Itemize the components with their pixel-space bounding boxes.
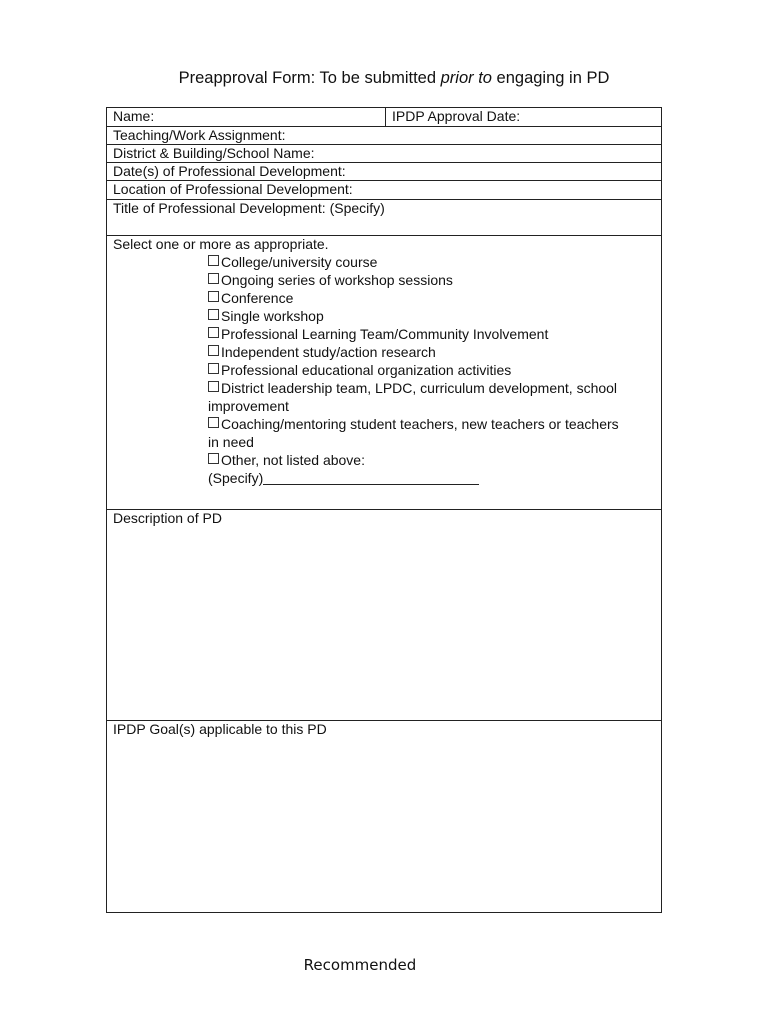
- description-label: Description of PD: [113, 510, 222, 526]
- checkbox[interactable]: [208, 327, 219, 338]
- option-plt[interactable]: [208, 325, 628, 343]
- option-other[interactable]: [208, 451, 628, 469]
- title-prefix: Preapproval Form: To be submitted: [178, 69, 441, 87]
- checkbox[interactable]: [208, 309, 219, 320]
- option-professional-org[interactable]: [208, 361, 628, 379]
- name-label: Name:: [113, 108, 155, 124]
- dates-label: Date(s) of Professional Development:: [113, 163, 346, 179]
- option-district-leadership[interactable]: [208, 379, 628, 415]
- option-independent-study[interactable]: [208, 343, 628, 361]
- district-row[interactable]: [107, 145, 661, 163]
- specify-line-row[interactable]: [208, 469, 628, 487]
- title-emphasis: prior to: [440, 69, 492, 87]
- location-row[interactable]: [107, 181, 661, 200]
- form-title: [0, 69, 770, 88]
- option-ongoing-series[interactable]: [208, 271, 628, 289]
- option-label: Other, not listed above:: [221, 452, 365, 468]
- checkbox[interactable]: [208, 273, 219, 284]
- pd-title-row[interactable]: [107, 200, 661, 236]
- ipdp-approval-date-cell[interactable]: [385, 108, 520, 126]
- preapproval-form: [106, 107, 662, 913]
- goals-label: IPDP Goal(s) applicable to this PD: [113, 721, 327, 737]
- checkbox[interactable]: [208, 345, 219, 356]
- pd-type-section: [107, 236, 661, 510]
- specify-label: (Specify): [208, 470, 264, 486]
- checkbox[interactable]: [208, 417, 219, 428]
- checkbox[interactable]: [208, 363, 219, 374]
- dates-row[interactable]: [107, 163, 661, 181]
- option-label: Single workshop: [221, 308, 324, 324]
- ipdp-approval-date-label: IPDP Approval Date:: [392, 108, 521, 124]
- footer-recommended: Recommended: [303, 956, 417, 974]
- pd-title-label: Title of Professional Development: (Specify): [113, 200, 385, 216]
- option-label: Conference: [221, 290, 294, 306]
- title-suffix: engaging in PD: [491, 69, 610, 87]
- option-label: College/university course: [221, 254, 378, 270]
- option-label: District leadership team, LPDC, curriculum development, school improvement: [208, 380, 618, 414]
- specify-blank[interactable]: [263, 470, 479, 485]
- checkbox[interactable]: [208, 381, 219, 392]
- option-label: Independent study/action research: [221, 344, 436, 360]
- option-college[interactable]: [208, 253, 628, 271]
- checkbox[interactable]: [208, 453, 219, 464]
- checkbox[interactable]: [208, 291, 219, 302]
- goals-section[interactable]: [107, 721, 661, 914]
- option-conference[interactable]: [208, 289, 628, 307]
- option-coaching[interactable]: [208, 415, 628, 451]
- option-label: Professional educational organization activities: [221, 362, 512, 378]
- description-section[interactable]: [107, 510, 661, 721]
- name-row[interactable]: [107, 108, 661, 127]
- location-label: Location of Professional Development:: [113, 181, 353, 197]
- assignment-label: Teaching/Work Assignment:: [113, 127, 286, 143]
- option-label: Coaching/mentoring student teachers, new teachers or teachers in need: [208, 416, 619, 450]
- assignment-row[interactable]: [107, 127, 661, 145]
- district-label: District & Building/School Name:: [113, 145, 315, 161]
- checkbox[interactable]: [208, 255, 219, 266]
- option-label: Ongoing series of workshop sessions: [221, 272, 453, 288]
- select-instruction: Select one or more as appropriate.: [113, 236, 329, 252]
- pd-type-options: [208, 253, 628, 487]
- option-label: Professional Learning Team/Community Involvement: [221, 326, 549, 342]
- option-single-workshop[interactable]: [208, 307, 628, 325]
